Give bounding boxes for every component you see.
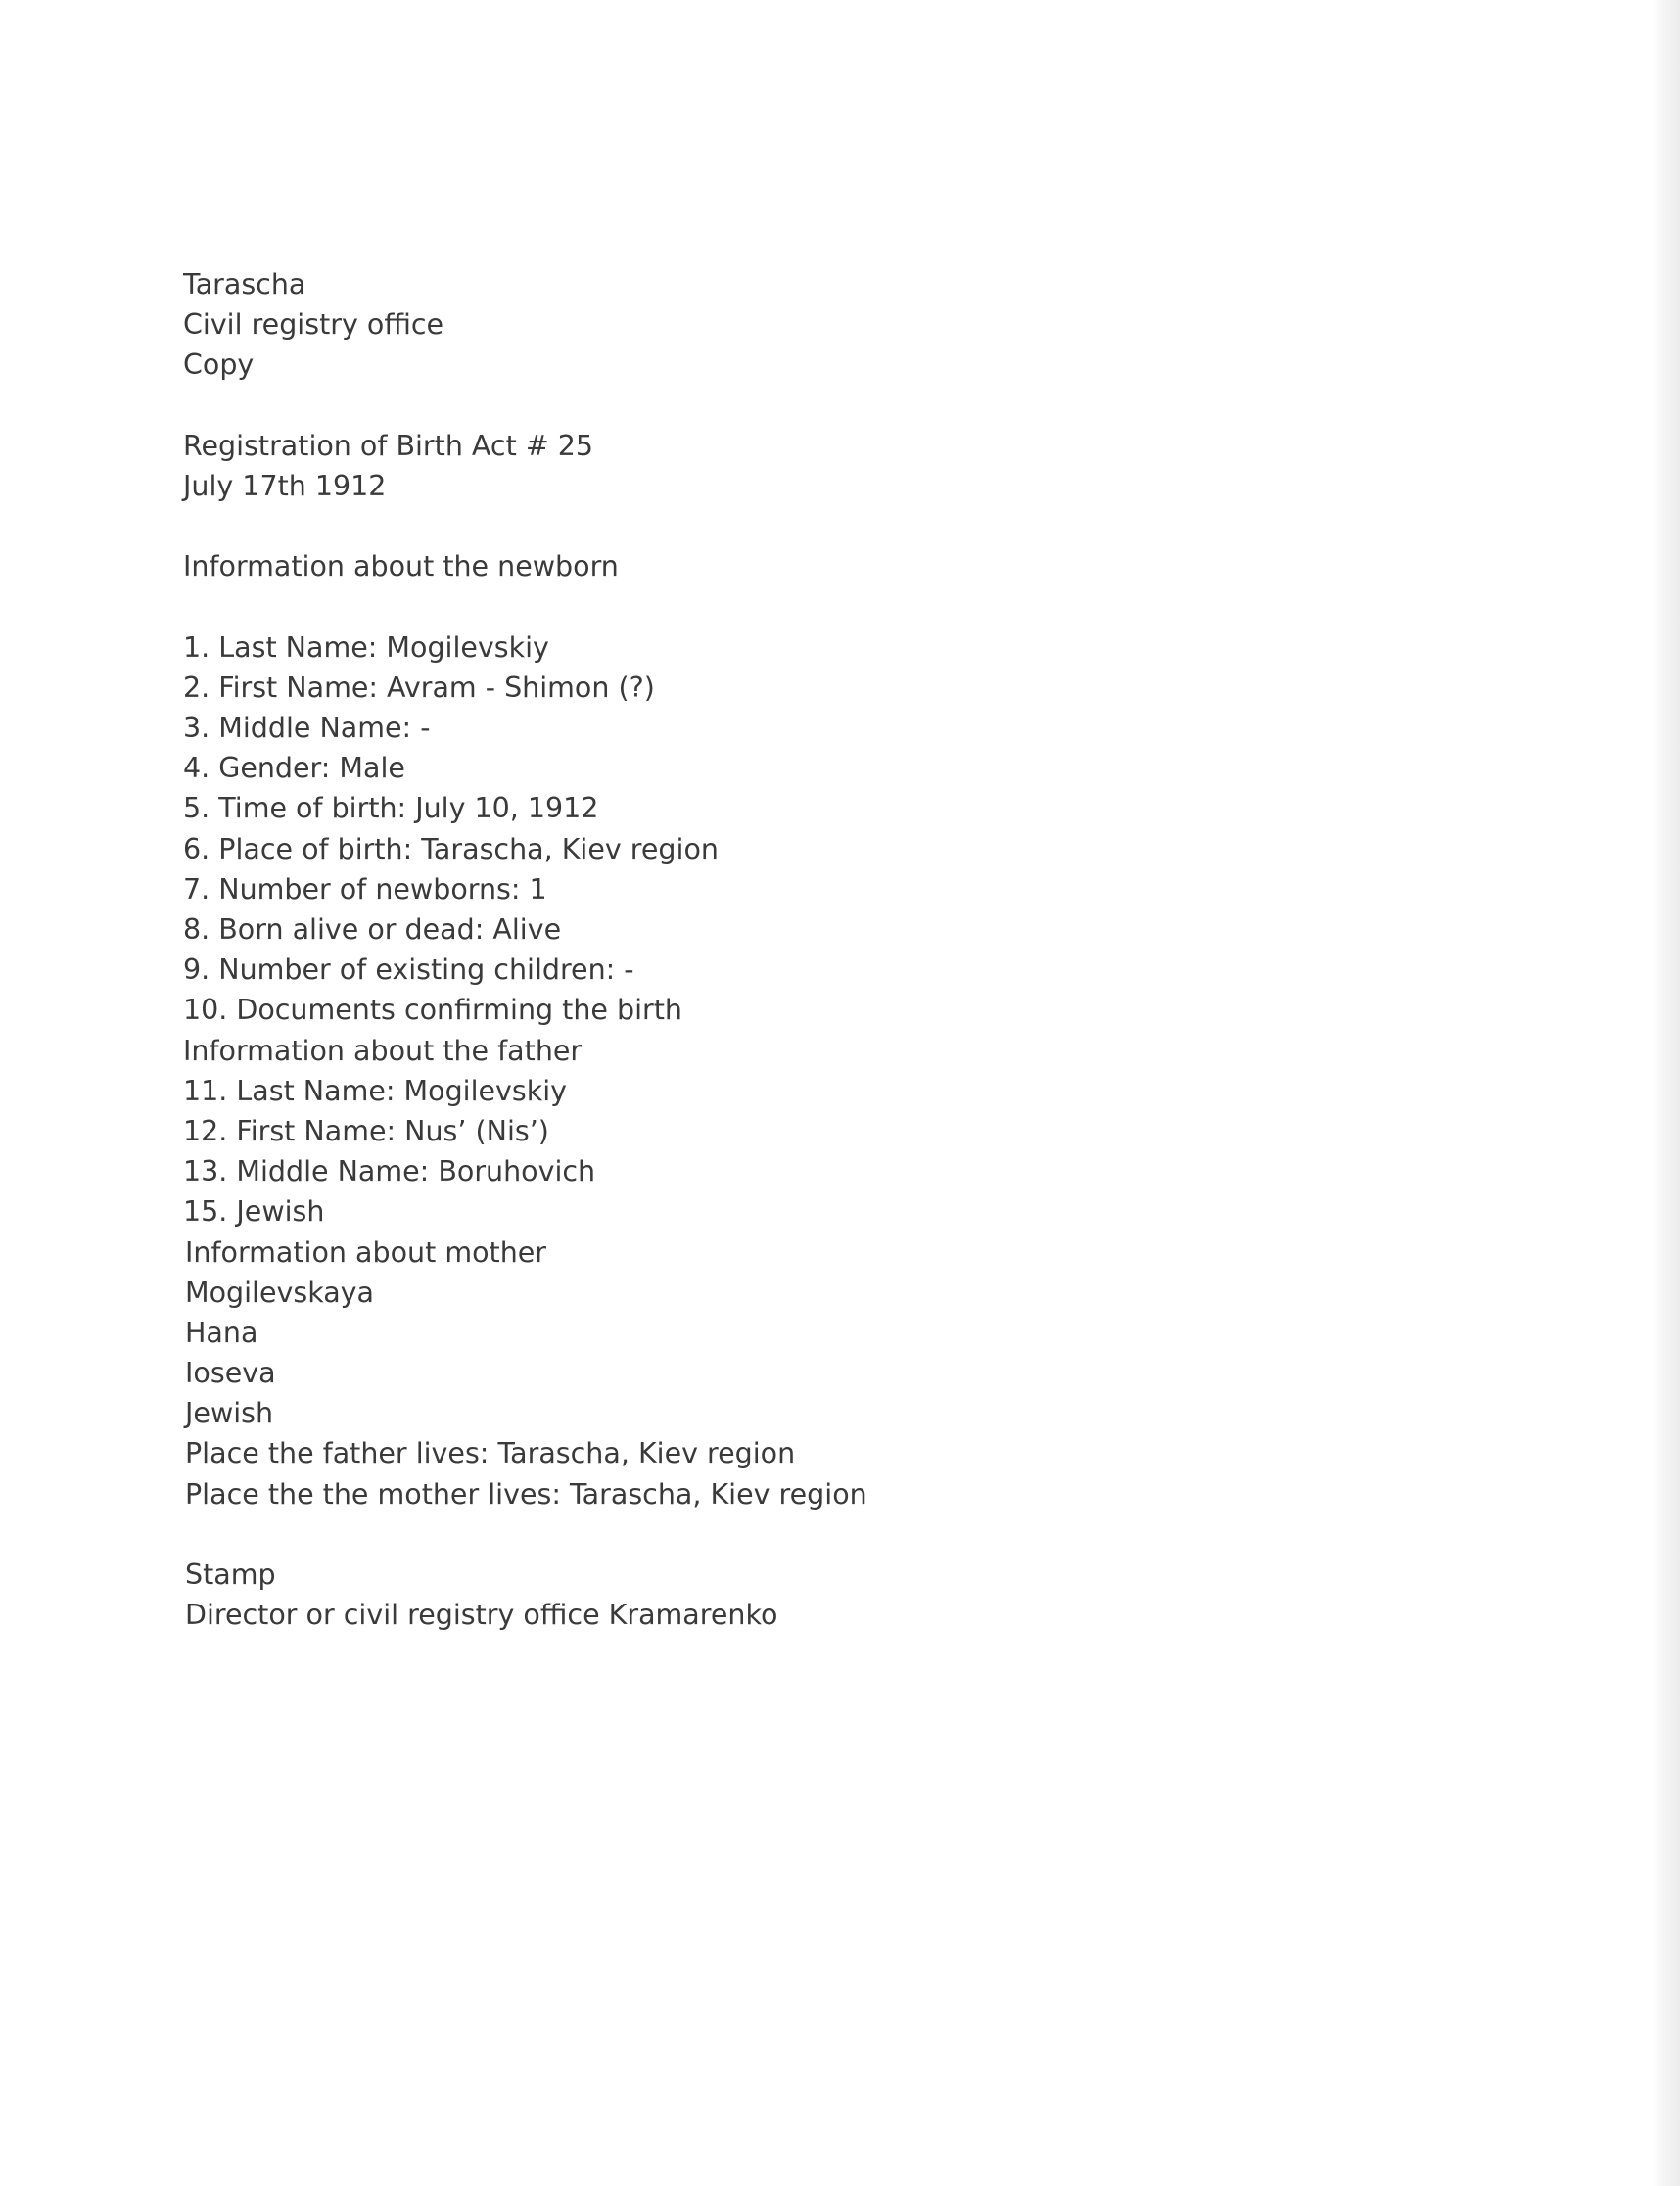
spacer (183, 386, 1456, 426)
mother-item: Mogilevskaya (185, 1276, 375, 1309)
father-item: 12. First Name: Nus’ (Nis’) (183, 1114, 549, 1147)
mother-item: Hana (185, 1316, 258, 1349)
mother-item: Jewish (185, 1397, 274, 1430)
residence-section (183, 1433, 1456, 1635)
newborn-item: 9. Number of existing children: - (183, 953, 634, 987)
newborn-item: 3. Middle Name: - (183, 712, 431, 745)
newborn-item: 7. Number of newborns: 1 (183, 872, 547, 906)
father-residence: Place the father lives: Tarascha, Kiev region (185, 1437, 796, 1470)
father-item: 13. Middle Name: Boruhovich (183, 1155, 596, 1188)
newborn-item: 2. First Name: Avram - Shimon (?) (183, 671, 655, 704)
newborn-item: 10. Documents confirming the birth (183, 994, 682, 1027)
newborn-item: 4. Gender: Male (183, 752, 405, 785)
spacer (183, 587, 1456, 628)
newborn-item: 8. Born alive or dead: Alive (183, 913, 562, 946)
father-list (183, 1071, 1456, 1233)
scan-edge-shadow (1653, 0, 1680, 2186)
newborn-item: 6. Place of birth: Tarascha, Kiev region (183, 832, 719, 865)
mother-residence: Place the the mother lives: Tarascha, Kiev region (185, 1477, 867, 1511)
act-title: Registration of Birth Act # 25 (183, 429, 594, 462)
newborn-item: 1. Last Name: Mogilevskiy (183, 630, 549, 664)
director-line: Director or civil registry office Kramarenko (185, 1599, 778, 1632)
newborn-heading: Information about the newborn (183, 550, 619, 583)
stamp-line: Stamp (185, 1558, 276, 1591)
copy-line: Copy (183, 349, 255, 382)
office-line: Civil registry office (183, 308, 444, 342)
mother-section (183, 1233, 1456, 1434)
spacer (183, 1514, 1456, 1555)
mother-item: Ioseva (185, 1357, 276, 1390)
city-line: Tarascha (183, 268, 306, 301)
act-date: July 17th 1912 (183, 469, 387, 502)
spacer (183, 506, 1456, 546)
newborn-item: 5. Time of birth: July 10, 1912 (183, 792, 599, 825)
father-heading: Information about the father (183, 1034, 583, 1067)
father-item: 11. Last Name: Mogilevskiy (183, 1074, 568, 1107)
mother-heading: Information about mother (185, 1235, 547, 1269)
document-body (183, 264, 1456, 1635)
father-item: 15. Jewish (183, 1195, 325, 1229)
newborn-list (183, 628, 1456, 1031)
